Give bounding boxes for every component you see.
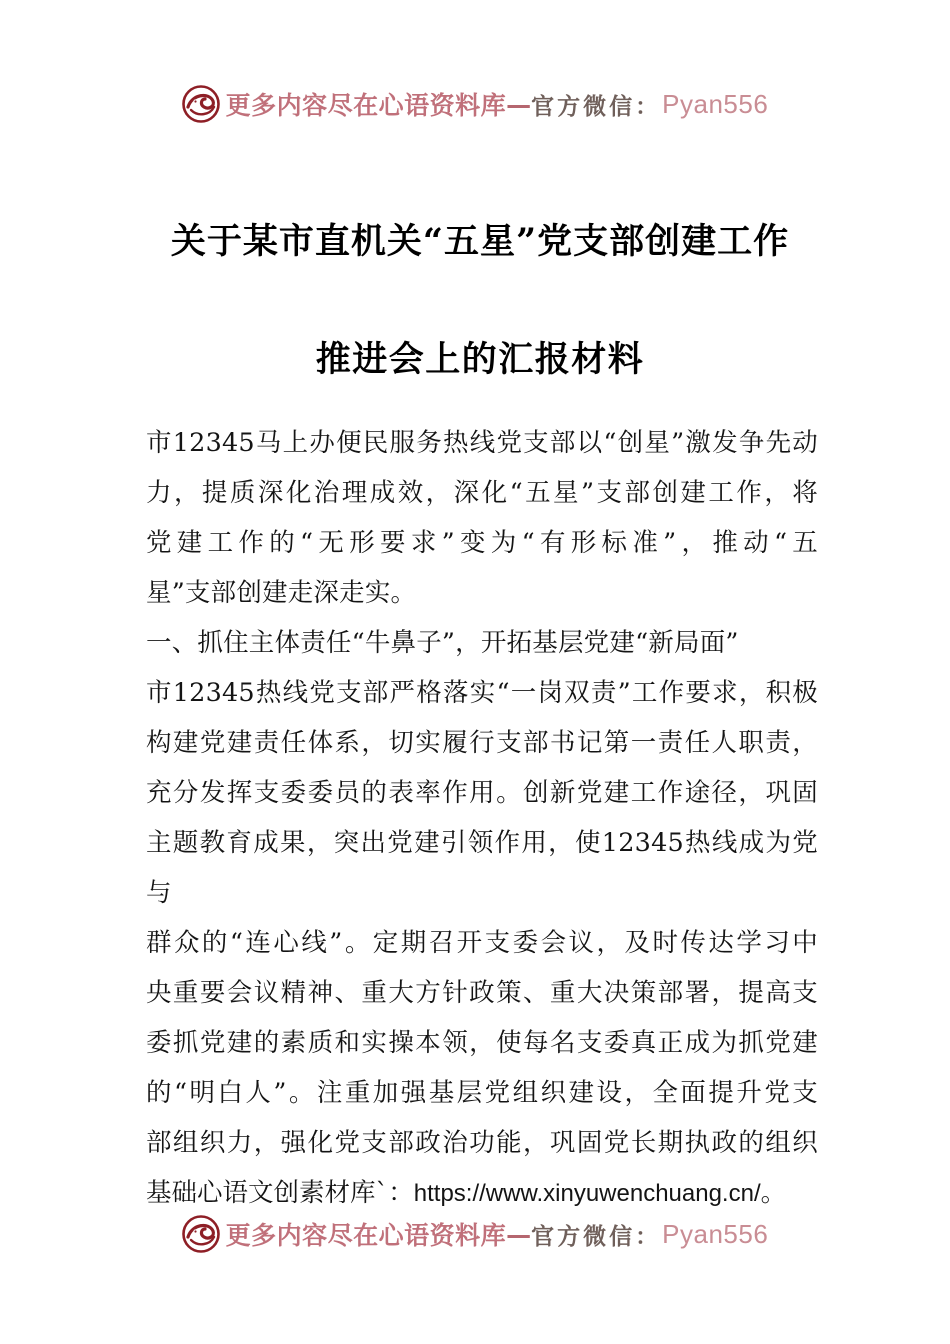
section-heading-1 [146, 618, 818, 668]
body-line: 党建工作的“无形要求”变为“有形标准”，推动“五 [146, 528, 818, 558]
body-line: 构建党建责任体系，切实履行支部书记第一责任人职责， [146, 728, 818, 758]
paragraph-section-1 [146, 668, 818, 1219]
paragraph-intro [146, 418, 818, 618]
body-line: 群众的“连心线”。定期召开支委会议，及时传达学习中 [146, 928, 818, 958]
source-label: 基础心语文创素材库`： [146, 1178, 414, 1208]
body-line: 主题教育成果，突出党建引领作用，使12345热线成为党与 [146, 828, 818, 908]
body-line: 充分发挥支委委员的表率作用。创新党建工作途径，巩固 [146, 778, 818, 808]
body-line: 的“明白人”。注重加强基层党组织建设，全面提升党支 [146, 1078, 818, 1108]
body-line: 委抓党建的素质和实操本领，使每名支委真正成为抓党建 [146, 1028, 818, 1058]
page-title-line-1: 关于某市直机关“五星”党支部创建工作 [170, 221, 790, 263]
watermark-channel-label: 官方微信 [531, 92, 636, 120]
body-line: 市12345马上办便民服务热线党支部以“创星”激发争先动 [146, 428, 818, 458]
body-line: 市12345热线党支部严格落实“一岗双责”工作要求，积极 [146, 678, 818, 708]
section-heading-text: 一、抓住主体责任“牛鼻子”，开拓基层党建“新局面” [146, 628, 739, 658]
watermark-wechat-id: Pyan556 [662, 1218, 769, 1249]
watermark-brand-text: 更多内容尽在心语资料库 [225, 1221, 507, 1250]
watermark-wechat-id: Pyan556 [662, 88, 769, 119]
watermark-colon: ： [635, 1222, 659, 1250]
page-title [150, 183, 810, 419]
watermark-colon: ： [635, 92, 659, 120]
body-line: 部组织力，强化党支部政治功能，巩固党长期执政的组织 [146, 1128, 818, 1158]
body-line: 央重要会议精神、重大方针政策、重大决策部署，提高支 [146, 978, 818, 1008]
circular-emblem-icon [182, 85, 220, 123]
watermark-brand-text: 更多内容尽在心语资料库 [225, 91, 507, 120]
source-url[interactable]: https://www.xinyuwenchuang.cn/ [413, 1180, 761, 1207]
body-line: 力，提质深化治理成效，深化“五星”支部创建工作，将 [146, 478, 818, 508]
watermark-channel-label: 官方微信 [531, 1222, 636, 1250]
sentence-period: 。 [760, 1178, 787, 1208]
watermark-dash: — [506, 1219, 532, 1249]
watermark-dash: — [506, 89, 532, 119]
circular-emblem-icon [182, 1215, 220, 1253]
document-body [146, 418, 818, 1219]
body-line: 星”支部创建走深走实。 [146, 578, 417, 608]
page-title-line-2: 推进会上的汇报材料 [315, 339, 645, 381]
header-watermark [0, 82, 950, 126]
footer-watermark [0, 1212, 950, 1256]
